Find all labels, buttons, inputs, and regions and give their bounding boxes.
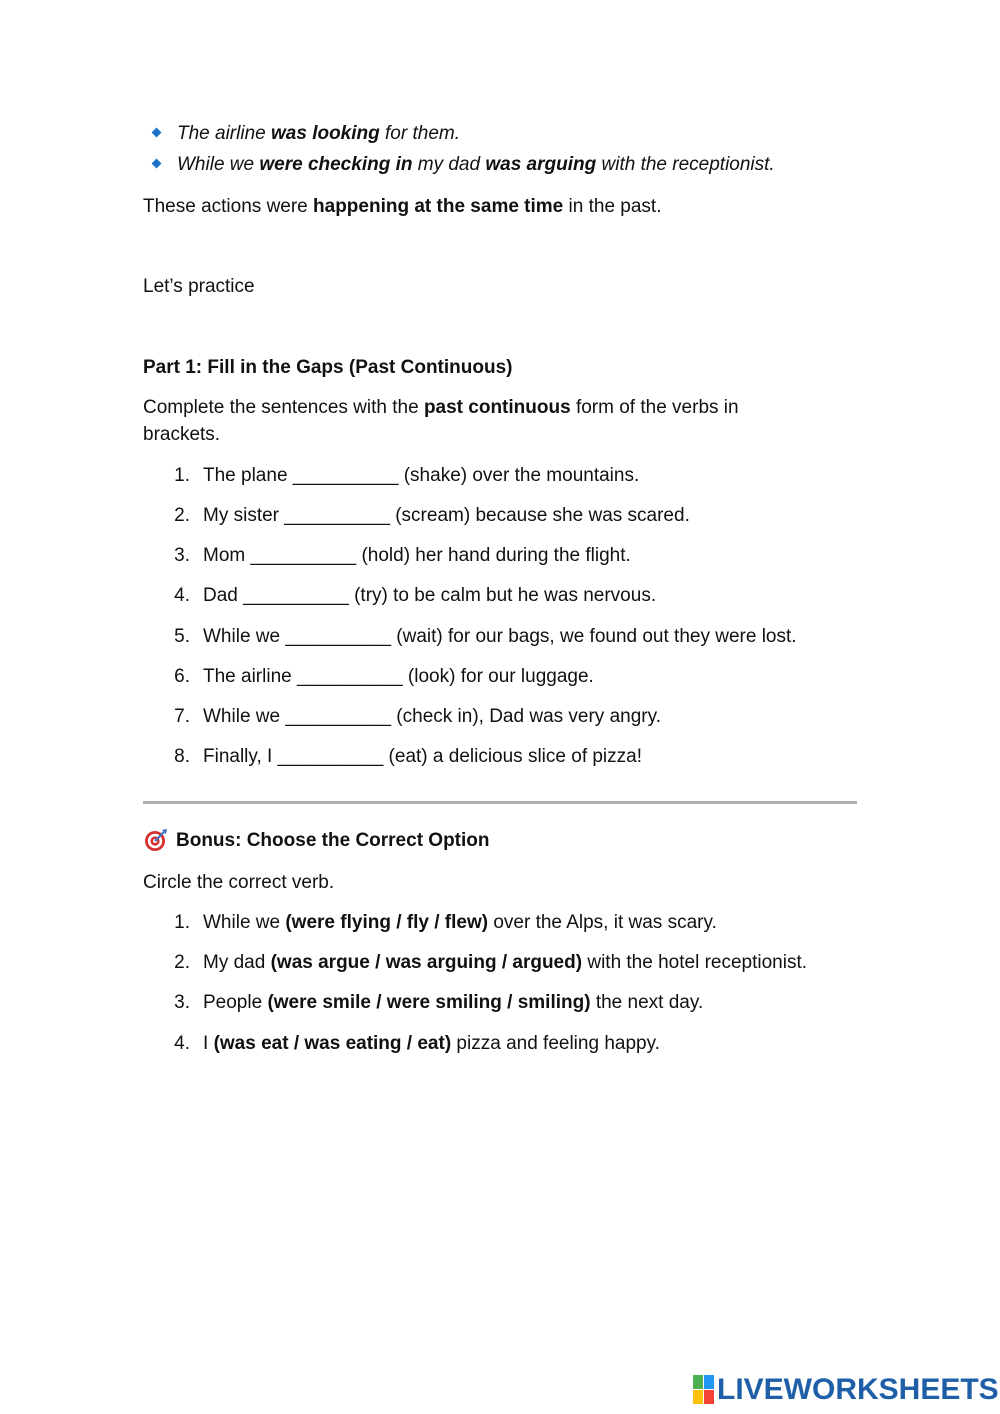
choice-item: I (was eat / was eating / eat) pizza and feeling happy. [203,1033,660,1054]
list-item-number: 7. [174,706,190,727]
list-item-number: 3. [174,992,190,1013]
example-sentence-1: The airline was looking for them. [177,123,460,144]
live-badge-icon [693,1375,715,1405]
fill-gap-item: Dad __________ (try) to be calm but he was nervous. [203,585,657,606]
bonus-instruction: Circle the correct verb. [143,872,335,893]
list-item-number: 2. [174,952,190,973]
choice-item: People (were smile / were smiling / smiling) the next day. [203,992,704,1013]
list-item-number: 1. [174,465,190,486]
lets-practice-heading: Let’s practice [143,276,255,297]
list-item-number: 6. [174,666,190,687]
bonus-title: Bonus: Choose the Correct Option [176,830,490,851]
fill-gap-item: While we __________ (wait) for our bags, we found out they were lost. [203,626,797,647]
list-item-number: 8. [174,746,190,767]
choice-item: My dad (was argue / was arguing / argued) with the hotel receptionist. [203,952,808,973]
list-item-number: 2. [174,505,190,526]
diamond-bullet-icon [152,128,162,138]
list-item-number: 5. [174,626,190,647]
list-item-number: 4. [174,1033,190,1054]
fill-gap-item: While we __________ (check in), Dad was very angry. [203,706,661,727]
example-sentence-2: While we were checking in my dad was arguing with the receptionist. [177,154,775,175]
fill-gap-item: The airline __________ (look) for our luggage. [203,666,594,687]
part1-instruction-line2: brackets. [143,424,221,445]
logo-text: LIVEWORKSHEETS [717,1373,999,1406]
target-icon [144,828,168,852]
fill-gap-item: My sister __________ (scream) because she was scared. [203,505,690,526]
part1-instruction: Complete the sentences with the past continuous form of the verbs in [143,397,739,418]
list-item-number: 4. [174,585,190,606]
same-time-note: These actions were happening at the same time in the past. [143,196,662,217]
liveworksheets-logo [693,1373,999,1406]
fill-gap-item: Finally, I __________ (eat) a delicious slice of pizza! [203,746,643,767]
diamond-bullet-icon [152,159,162,169]
list-item-number: 1. [174,912,190,933]
list-item-number: 3. [174,545,190,566]
part1-title: Part 1: Fill in the Gaps (Past Continuous) [143,357,513,378]
section-divider [143,801,857,804]
fill-gap-item: Mom __________ (hold) her hand during the flight. [203,545,631,566]
choice-item: While we (were flying / fly / flew) over the Alps, it was scary. [203,912,717,933]
fill-gap-item: The plane __________ (shake) over the mountains. [203,465,640,486]
